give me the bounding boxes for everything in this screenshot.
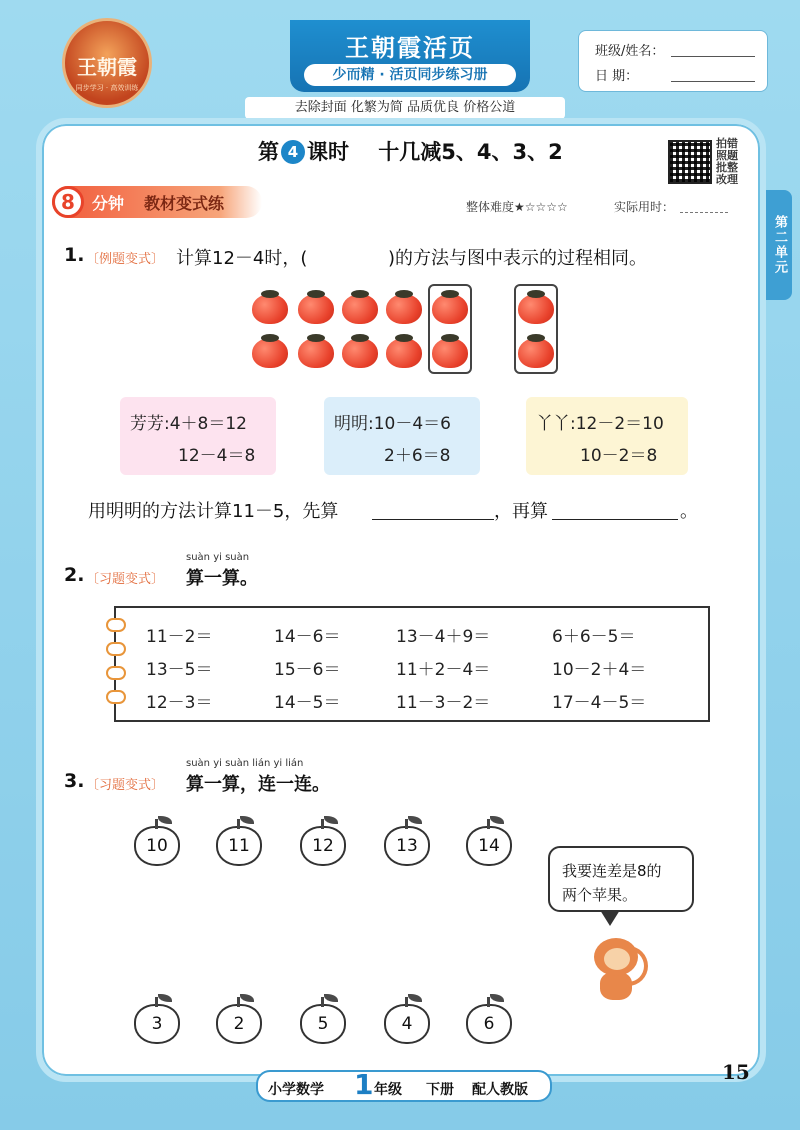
q1-blank-first[interactable] — [372, 519, 494, 520]
date-label: 日 期： — [595, 69, 639, 84]
footer-grade-number: 1 — [354, 1068, 374, 1101]
method-box-yaya — [526, 397, 688, 475]
section-minutes: 8 — [52, 186, 84, 218]
section-name: 教材变式练 — [144, 194, 225, 213]
brand-title: 王朝霞活页 — [345, 34, 475, 62]
tomato-group-box — [514, 284, 558, 374]
apple-number: 4 — [401, 1014, 413, 1034]
q1-text-a: 计算12－4时，( — [176, 248, 308, 269]
q2-pinyin: suàn yi suàn — [186, 552, 250, 563]
speech-line-2: 两个苹果。 — [562, 886, 638, 904]
method-line — [130, 409, 247, 434]
q3-tag: 〔习题变式〕 — [86, 778, 165, 793]
tomato-icon — [252, 294, 288, 324]
slogan: 去除封面 化繁为简 品质优良 价格公道 — [245, 97, 565, 119]
time-used-blank[interactable] — [680, 212, 728, 213]
unit-side-tab: 第二单元 — [766, 190, 792, 300]
difficulty-rating: 整体难度★☆☆☆☆ — [466, 200, 568, 214]
method-eq2: 12－4＝8 — [178, 446, 256, 466]
q1-number: 1. — [64, 244, 85, 266]
apple-stem — [405, 997, 408, 1007]
method-name: 明明: — [334, 414, 374, 434]
apple-stem — [405, 819, 408, 829]
apple-stem — [321, 819, 324, 829]
apple-stem — [155, 997, 158, 1007]
calc-item[interactable]: 13－5＝ — [146, 660, 213, 680]
qr-caption-line: 拍错 — [716, 137, 738, 150]
apple-stem — [237, 997, 240, 1007]
student-info-box — [578, 30, 768, 92]
tomato-icon — [342, 338, 378, 368]
apple-number: 12 — [312, 836, 334, 856]
calc-item[interactable]: 17－4－5＝ — [552, 693, 647, 713]
footer-edition: 配人教版 — [472, 1082, 528, 1098]
lesson-title — [258, 136, 563, 166]
tomato-icon — [298, 294, 334, 324]
footer-grade: 年级 — [374, 1082, 402, 1098]
calc-item[interactable]: 11－2＝ — [146, 627, 213, 647]
method-eq1: 12－2＝10 — [575, 414, 664, 434]
tomato-icon — [252, 338, 288, 368]
monkey-face — [604, 948, 630, 970]
method-line — [536, 409, 664, 434]
footer-bar — [256, 1070, 552, 1102]
qr-caption-line: 照题 — [716, 149, 738, 162]
apple-stem — [237, 819, 240, 829]
apple-number: 5 — [317, 1014, 329, 1034]
calc-item[interactable]: 6＋6－5＝ — [552, 627, 636, 647]
apple-stem — [321, 997, 324, 1007]
method-name: 丫丫: — [536, 414, 576, 434]
apple-stem — [487, 819, 490, 829]
q1-text-b: )的方法与图中表示的过程相同。 — [388, 248, 648, 269]
method-line — [334, 409, 451, 434]
lesson-prefix: 第 — [258, 140, 279, 164]
footer-term: 下册 — [426, 1082, 454, 1098]
logo-subtext: 同步学习 · 高效训练 — [75, 84, 139, 92]
time-used-label: 实际用时： — [614, 200, 675, 214]
calc-item[interactable]: 14－5＝ — [274, 693, 341, 713]
apple-stem — [487, 997, 490, 1007]
apple-number: 3 — [151, 1014, 163, 1034]
lesson-number: 4 — [281, 140, 305, 164]
method-eq2: 2＋6＝8 — [384, 446, 451, 466]
apple-number: 11 — [228, 836, 250, 856]
calc-item[interactable]: 12－3＝ — [146, 693, 213, 713]
binder-ring-icon — [106, 666, 126, 680]
footer-subject: 小学数学 — [268, 1082, 324, 1098]
q1-tag: 〔例题变式〕 — [86, 252, 165, 267]
tomato-group-box — [428, 284, 472, 374]
binder-ring-icon — [106, 690, 126, 704]
apple-top[interactable] — [300, 826, 346, 866]
apple-top[interactable] — [134, 826, 180, 866]
lesson-topic: 十几减5、4、3、2 — [378, 140, 563, 164]
page-number: 15 — [722, 1060, 750, 1084]
qr-caption — [716, 138, 746, 186]
apple-bottom[interactable] — [134, 1004, 180, 1044]
apple-stem — [155, 819, 158, 829]
brand-banner — [290, 20, 530, 92]
q1-followup-a: 用明明的方法计算11－5，先算 — [88, 501, 339, 522]
qr-caption-line: 批整 — [716, 161, 738, 174]
q1-followup-b: ，再算 — [494, 501, 548, 522]
apple-bottom[interactable] — [216, 1004, 262, 1044]
q2-text: 算一算。 — [186, 568, 258, 589]
logo-text: 王朝霞 — [77, 55, 137, 79]
tomato-icon — [298, 338, 334, 368]
calc-item[interactable]: 11＋2－4＝ — [396, 660, 491, 680]
brand-subtitle: 少而精 · 活页同步练习册 — [304, 64, 516, 86]
apple-number: 2 — [233, 1014, 245, 1034]
tomato-icon — [386, 338, 422, 368]
q2-number: 2. — [64, 564, 85, 586]
q1-followup-c: 。 — [680, 501, 698, 522]
binder-ring-icon — [106, 618, 126, 632]
section-unit: 分钟 — [92, 194, 125, 213]
method-eq1: 10－4＝6 — [373, 414, 451, 434]
class-name-label: 班级/姓名： — [595, 44, 665, 59]
q1-answer-paren[interactable] — [322, 266, 384, 267]
qr-caption-line: 改理 — [716, 173, 738, 186]
calc-item[interactable]: 11－3－2＝ — [396, 693, 491, 713]
apple-top[interactable] — [466, 826, 512, 866]
apple-number: 14 — [478, 836, 500, 856]
apple-top[interactable] — [216, 826, 262, 866]
apple-number: 13 — [396, 836, 418, 856]
q2-tag: 〔习题变式〕 — [86, 572, 165, 587]
date-blank[interactable] — [671, 81, 755, 82]
class-name-blank[interactable] — [671, 56, 755, 57]
brand-logo — [62, 18, 152, 108]
apple-number: 10 — [146, 836, 168, 856]
speech-tail — [600, 910, 620, 926]
speech-line-1: 我要连差是8的 — [562, 862, 662, 880]
q3-pinyin: suàn yi suàn lián yi lián — [186, 758, 304, 769]
tomato-icon — [342, 294, 378, 324]
apple-bottom[interactable] — [300, 1004, 346, 1044]
calc-item[interactable]: 15－6＝ — [274, 660, 341, 680]
apple-bottom[interactable] — [384, 1004, 430, 1044]
q3-text: 算一算，连一连。 — [186, 774, 330, 795]
method-eq1: 4＋8＝12 — [169, 414, 247, 434]
calc-item[interactable]: 13－4＋9＝ — [396, 627, 491, 647]
qr-code-icon[interactable] — [668, 140, 712, 184]
apple-top[interactable] — [384, 826, 430, 866]
lesson-suffix: 课时 — [307, 140, 349, 164]
apple-bottom[interactable] — [466, 1004, 512, 1044]
binder-ring-icon — [106, 642, 126, 656]
q1-blank-second[interactable] — [552, 519, 678, 520]
monkey-speech-bubble — [548, 846, 694, 912]
section-header-bar — [52, 186, 262, 218]
method-eq2: 10－2＝8 — [580, 446, 658, 466]
calc-item[interactable]: 10－2＋4＝ — [552, 660, 647, 680]
method-box-fangfang — [120, 397, 276, 475]
tomato-icon — [386, 294, 422, 324]
apple-number: 6 — [483, 1014, 495, 1034]
q3-number: 3. — [64, 770, 85, 792]
monkey-body — [600, 972, 632, 1000]
method-name: 芳芳: — [130, 414, 170, 434]
calc-item[interactable]: 14－6＝ — [274, 627, 341, 647]
method-box-mingming — [324, 397, 480, 475]
